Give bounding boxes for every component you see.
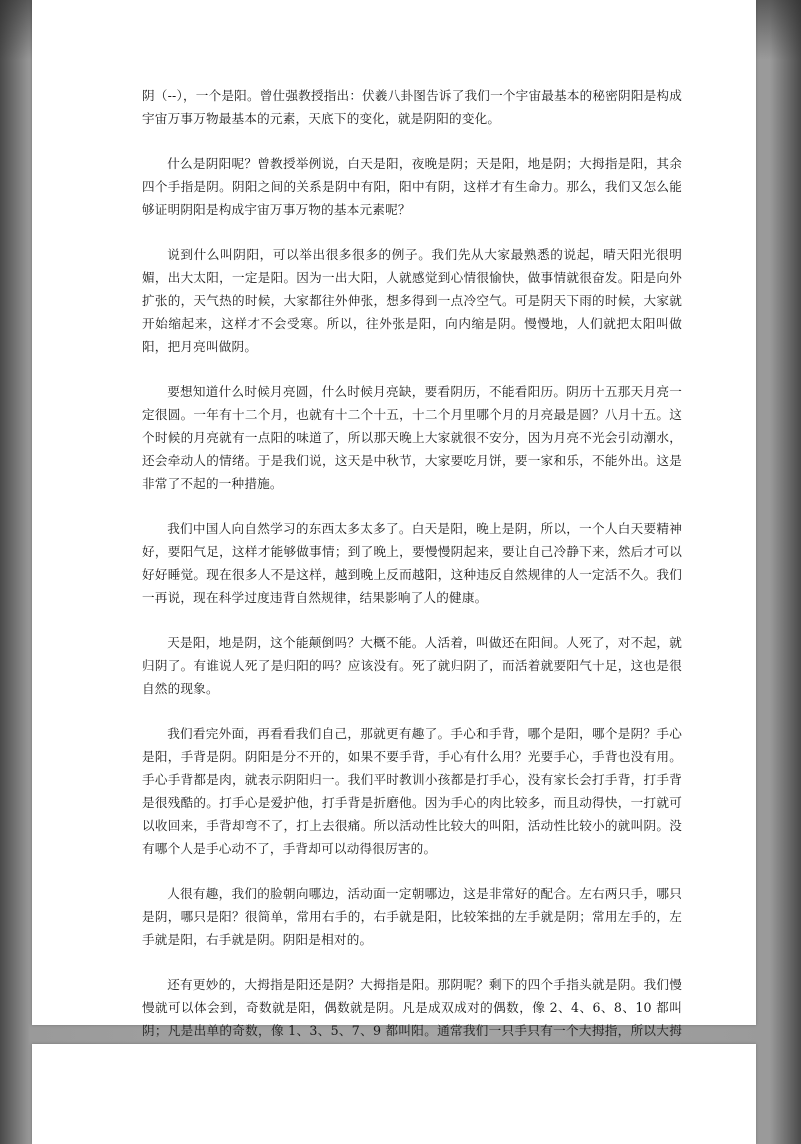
paragraph-1: 阴（--），一个是阳。曾仕强教授指出：伏羲八卦图告诉了我们一个宇宙最基本的秘密阴阳是构成宇宙万事万物最基本的元素，天底下的变化，就是阴阳的变化。 <box>142 88 682 126</box>
paragraph-5: 我们中国人向自然学习的东西太多太多了。白天是阳，晚上是阴，所以，一个人白天要精神好，要阳气足，这样才能够做事情；到了晚上，要慢慢阴起来，要让自己冷静下来，然后才可以好好睡觉。现在很多人不是这样，越到晚上反而越阳，这种违反自然规律的人一定活不久。我们一再说，现在科学过度违背自然规律，结果影响了人的健康。 <box>142 521 682 605</box>
document-page-2 <box>32 1044 756 1144</box>
paragraph-4: 要想知道什么时候月亮圆，什么时候月亮缺，要看阴历，不能看阳历。阴历十五那天月亮一定很圆。一年有十二个月，也就有十二个十五，十二个月里哪个月的月亮最是圆？八月十五。这个时候的月亮就有一点阳的味道了，所以那天晚上大家就很不安分，因为月亮不光会引动潮水，还会牵动人的情绪。于是我们说，这天是中秋节，大家要吃月饼，要一家和乐，不能外出。这是非常了不起的一种措施。 <box>142 384 682 491</box>
paragraph-7: 我们看完外面，再看看我们自己，那就更有趣了。手心和手背，哪个是阳，哪个是阴？手心是阳，手背是阴。阴阳是分不开的，如果不要手背，手心有什么用？光要手心，手背也没有用。手心手背都是肉，就表示阴阳归一。我们平时教训小孩都是打手心，没有家长会打手背，打手背是很残酷的。打手心是爱护他，打手背是折磨他。因为手心的肉比较多，而且动得快，一打就可以收回来，手背却弯不了，打上去很痛。所以活动性比较大的叫阳，活动性比较小的就叫阴。没有哪个人是手心动不了，手背却可以动得很厉害的。 <box>142 726 682 856</box>
paragraph-8: 人很有趣，我们的脸朝向哪边，活动面一定朝哪边，这是非常好的配合。左右两只手，哪只是阴，哪只是阳？很简单，常用右手的，右手就是阳，比较笨拙的左手就是阴；常用左手的，左手就是阳，右手就是阴。阴阳是相对的。 <box>142 886 682 947</box>
paragraph-3: 说到什么叫阴阳，可以举出很多很多的例子。我们先从大家最熟悉的说起，晴天阳光很明媚，出大太阳，一定是阳。因为一出大阳，人就感觉到心情很愉快，做事情就很奋发。阳是向外扩张的，天气热的时候，大家都往外伸张，想多得到一点冷空气。可是阴天下雨的时候，大家就开始缩起来，这样才不会受寒。所以，往外张是阳，向内缩是阴。慢慢地，人们就把太阳叫做阳，把月亮叫做阴。 <box>142 247 682 354</box>
paragraph-9: 还有更妙的，大拇指是阳还是阴？大拇指是阳。那阴呢？剩下的四个手指头就是阴。我们慢慢就可以体会到，奇数就是阳，偶数就是阴。凡是成双成对的偶数，像 2、4、6、8、10 都叫阴；凡是出单的奇数，像 1、3、5、7、9 都叫阳。通常我们一只手只有一个大拇指，所以大拇 <box>142 977 682 1038</box>
paragraph-2: 什么是阴阳呢？曾教授举例说，白天是阳，夜晚是阴；天是阳，地是阴；大拇指是阳，其余四个手指是阴。阴阳之间的关系是阴中有阳，阳中有阴，这样才有生命力。那么，我们又怎么能够证明阴阳是构成宇宙万事万物的基本元素呢？ <box>142 156 682 217</box>
paragraph-6: 天是阳，地是阴，这个能颠倒吗？大概不能。人活着，叫做还在阳间。人死了，对不起，就归阴了。有谁说人死了是归阳的吗？应该没有。死了就归阴了，而活着就要阳气十足，这也是很自然的现象。 <box>142 635 682 696</box>
document-page-1 <box>32 0 756 1038</box>
page-text-body <box>142 84 682 1087</box>
